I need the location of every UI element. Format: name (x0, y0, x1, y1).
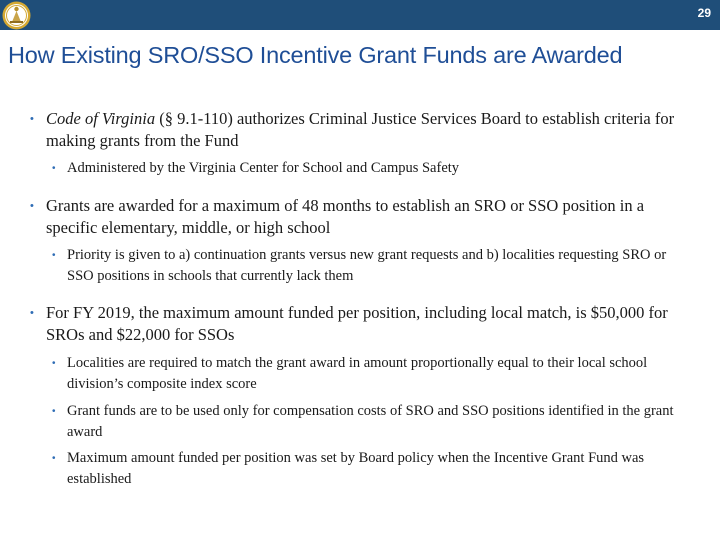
virginia-seal-icon (2, 1, 31, 30)
bullet-text: Grants are awarded for a maximum of 48 months to establish an SRO or SSO position in a specific elementary, middle, or high school (46, 196, 645, 237)
bullet-code-of-virginia (30, 108, 690, 152)
bullet-grant-duration (30, 195, 690, 239)
sub-bullet-compensation (52, 401, 690, 443)
bullet-fy2019-funding (30, 302, 690, 346)
bullet-list (30, 108, 690, 490)
sub-bullet-marker: • (52, 453, 56, 464)
sub-bullet-text: Maximum amount funded per position was set by Board policy when the Incentive Grant Fund was established (67, 450, 645, 487)
sub-bullet-marker: • (52, 163, 56, 174)
sub-bullet-marker: • (52, 406, 56, 417)
sub-bullet-board-policy (52, 448, 690, 490)
sub-bullet-administered (52, 158, 690, 179)
sub-bullet-text: Priority is given to a) continuation grants versus new grant requests and b) localities requesting SRO or SSO positions in schools that currently lack them (67, 247, 667, 284)
bullet-marker: • (30, 307, 34, 319)
header-band (0, 0, 720, 30)
sub-bullet-text: Localities are required to match the grant award in amount proportionally equal to their local school division’s composite index score (67, 355, 648, 392)
sub-bullet-priority (52, 245, 690, 287)
sub-bullet-local-match (52, 353, 690, 395)
sub-bullet-text: Administered by the Virginia Center for School and Campus Safety (67, 160, 460, 176)
slide-number: 29 (697, 6, 711, 20)
code-citation: Code of Virginia (46, 109, 156, 128)
sub-bullet-text: Grant funds are to be used only for compensation costs of SRO and SSO positions identified in the grant award (67, 403, 674, 440)
bullet-text: For FY 2019, the maximum amount funded per position, including local match, is $50,000 for SROs and $22,000 for SSOs (46, 303, 668, 344)
bullet-text: (§ 9.1-110) authorizes Criminal Justice Services Board to establish criteria for making grants from the Fund (46, 109, 675, 150)
bullet-marker: • (30, 113, 34, 125)
bullet-marker: • (30, 200, 34, 212)
sub-bullet-marker: • (52, 250, 56, 261)
sub-bullet-marker: • (52, 358, 56, 369)
slide-title: How Existing SRO/SSO Incentive Grant Funds are Awarded (8, 42, 623, 68)
